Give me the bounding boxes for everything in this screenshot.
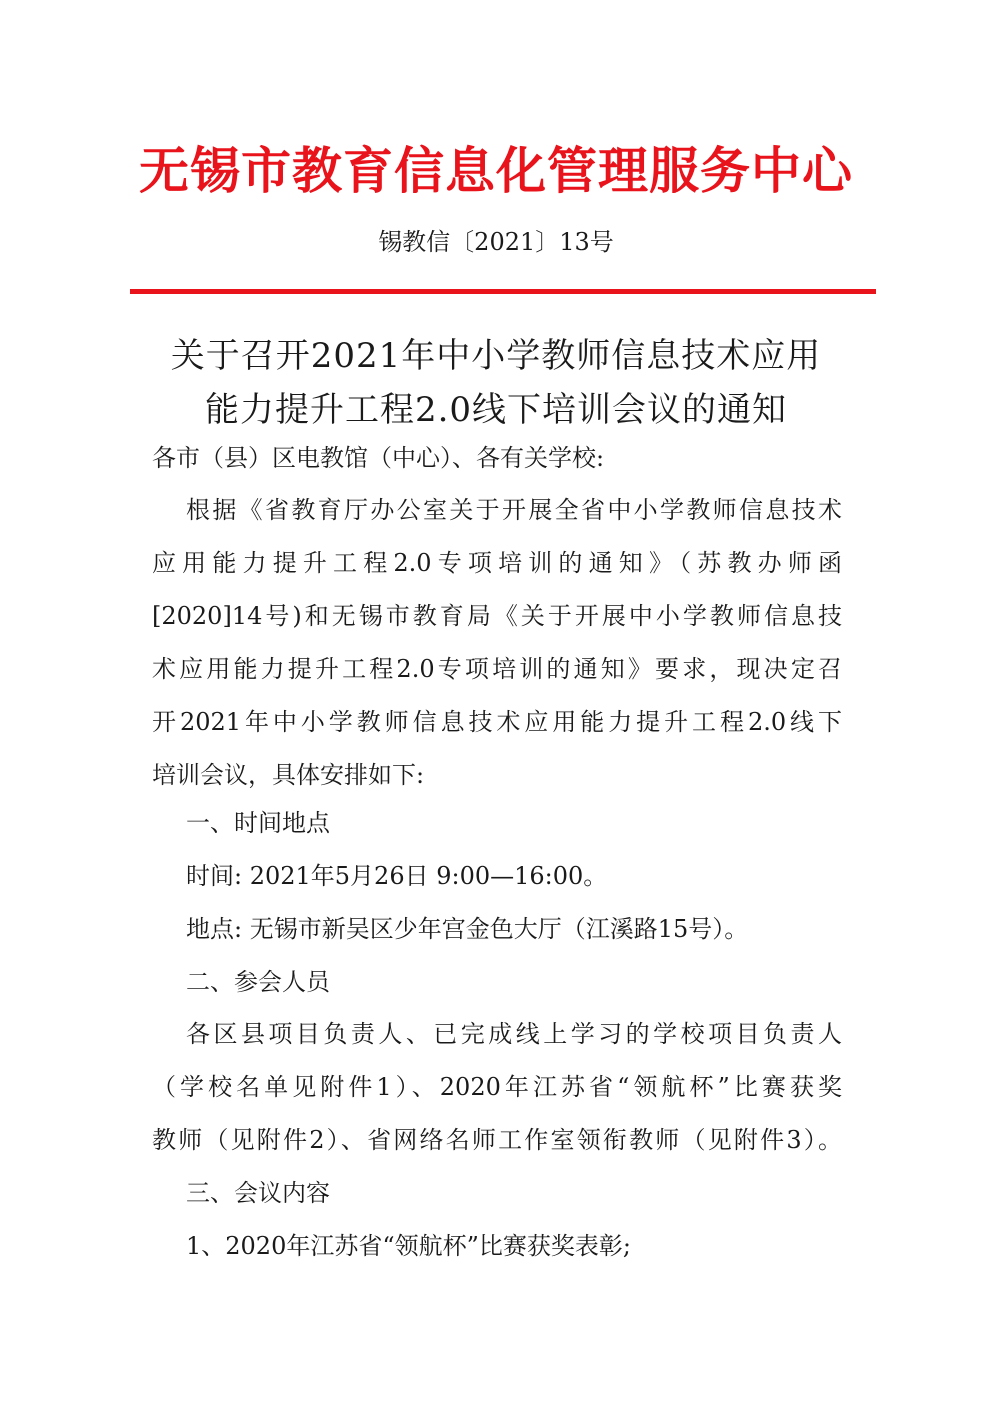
paragraph-line: 根据《省教育厅办公室关于开展全省中小学教师信息技术 bbox=[186, 496, 842, 524]
list-item: 1、2020年江苏省“领航杯”比赛获奖表彰; bbox=[186, 1232, 631, 1260]
document-number: 锡教信〔2021〕13号 bbox=[378, 228, 614, 256]
notice-title-line-1: 关于召开2021年中小学教师信息技术应用 bbox=[170, 336, 822, 376]
paragraph-line: 开2021年中小学教师信息技术应用能力提升工程2.0线下 bbox=[152, 708, 842, 736]
section-heading: 三、会议内容 bbox=[186, 1179, 330, 1207]
salutation: 各市（县）区电教馆（中心）、各有关学校: bbox=[152, 444, 605, 472]
section-heading: 二、参会人员 bbox=[186, 968, 330, 996]
paragraph-line: 教师（见附件2）、省网络名师工作室领衔教师（见附件3）。 bbox=[152, 1126, 842, 1154]
paragraph-line: 各区县项目负责人、已完成线上学习的学校项目负责人 bbox=[186, 1020, 842, 1048]
issuer-heading: 无锡市教育信息化管理服务中心 bbox=[139, 142, 853, 200]
place-line: 地点: 无锡市新吴区少年宫金色大厅（江溪路15号）。 bbox=[186, 915, 749, 943]
time-line: 时间: 2021年5月26日 9:00—16:00。 bbox=[186, 862, 608, 890]
paragraph-line: 培训会议，具体安排如下: bbox=[152, 761, 425, 789]
paragraph-line: 术应用能力提升工程2.0专项培训的通知》要求，现决定召 bbox=[152, 655, 842, 683]
paragraph-line: 应用能力提升工程2.0专项培训的通知》（苏教办师函 bbox=[152, 549, 842, 577]
red-divider bbox=[130, 289, 876, 294]
paragraph-line: （学校名单见附件1）、2020年江苏省“领航杯”比赛获奖 bbox=[152, 1073, 842, 1101]
section-heading: 一、时间地点 bbox=[186, 809, 330, 837]
notice-title-line-2: 能力提升工程2.0线下培训会议的通知 bbox=[204, 390, 788, 430]
paragraph-line: [2020]14号)和无锡市教育局《关于开展中小学教师信息技 bbox=[152, 602, 842, 630]
